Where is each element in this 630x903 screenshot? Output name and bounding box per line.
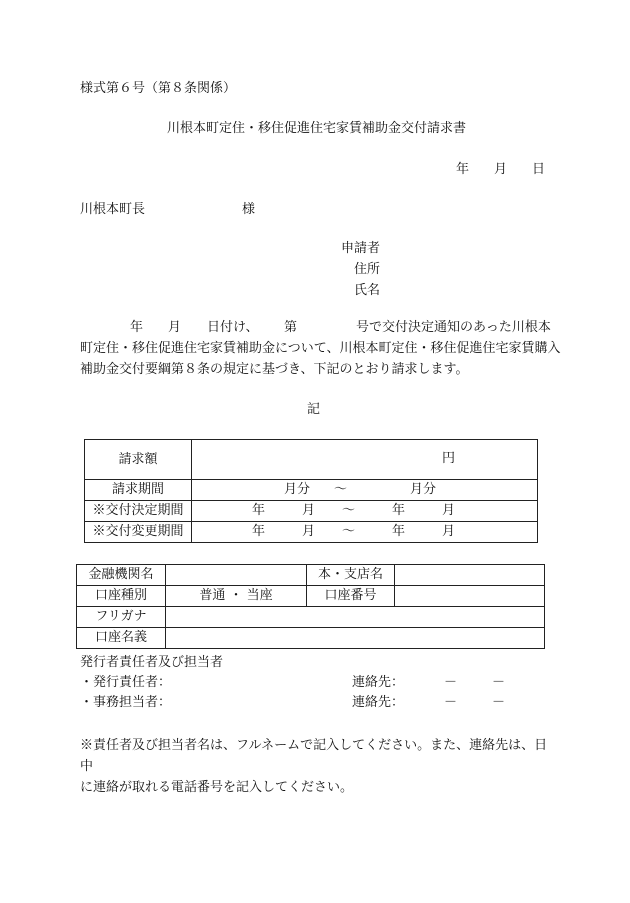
branch-input[interactable] — [395, 565, 545, 586]
issuer-heading: 発行者責任者及び担当者 — [80, 655, 224, 670]
furigana-label: フリガナ — [77, 607, 166, 628]
body-year: 年 — [130, 320, 144, 335]
applicant-address-label: 住所 — [354, 262, 381, 277]
claim-table — [84, 439, 538, 543]
claim-amount-cell[interactable] — [192, 440, 538, 480]
change-from-year: 年 — [252, 524, 266, 539]
issuer-staff-label: ・事務担当者： — [80, 695, 172, 710]
staff-dash-1: － — [444, 695, 458, 710]
change-to-year: 年 — [392, 524, 406, 539]
applicant-heading: 申請者 — [341, 241, 381, 256]
applicant-name-label: 氏名 — [354, 283, 381, 298]
claim-period-cell[interactable] — [192, 480, 538, 501]
body-line1-rest: 号で交付決定通知のあった川根本 — [356, 320, 551, 335]
document-title: 川根本町定住・移住促進住宅家賃補助金交付請求書 — [167, 121, 467, 136]
body-line3: 補助金交付要綱第８条の規定に基づき、下記のとおり請求します。 — [80, 362, 469, 377]
period-to-label: 月分 — [410, 482, 437, 497]
form-number: 様式第６号（第８条関係） — [80, 81, 237, 96]
issuer-responsible-contact-label: 連絡先： — [352, 675, 405, 690]
furigana-input[interactable] — [166, 607, 545, 628]
responsible-dash-2: － — [492, 675, 506, 690]
ki-heading: 記 — [307, 402, 321, 417]
decision-period-cell[interactable] — [192, 501, 538, 522]
body-line2: 町定住・移住促進住宅家賃補助金について、川根本町定住・移住促進住宅家賃購入 — [80, 341, 561, 356]
change-period-cell[interactable] — [192, 522, 538, 543]
date-year-label: 年 — [456, 162, 470, 177]
change-period-label: ※交付変更期間 — [85, 522, 192, 543]
change-to-month: 月 — [442, 524, 456, 539]
decision-from-month: 月 — [302, 503, 316, 518]
decision-period-label: ※交付決定期間 — [85, 501, 192, 522]
addressee-suffix: 様 — [242, 202, 256, 217]
period-separator: ～ — [334, 482, 348, 497]
account-type-value[interactable]: 普通 ・ 当座 — [166, 586, 307, 607]
staff-dash-2: － — [492, 695, 506, 710]
addressee-name: 川根本町長 — [80, 202, 146, 217]
account-holder-input[interactable] — [166, 628, 545, 649]
footnote: ※責任者及び担当者名は、フルネームで記入してください。また、連絡先は、日中 に連絡が取れる電話番号を記入してください。 — [80, 738, 548, 795]
change-separator: ～ — [342, 524, 356, 539]
period-from-label: 月分 — [284, 482, 311, 497]
account-holder-label: 口座名義 — [77, 628, 166, 649]
account-type-label: 口座種別 — [77, 586, 166, 607]
issuer-responsible-label: ・発行責任者： — [80, 675, 172, 690]
claim-amount-unit: 円 — [442, 451, 456, 466]
date-month-label: 月 — [494, 162, 508, 177]
decision-separator: ～ — [342, 503, 356, 518]
decision-from-year: 年 — [252, 503, 266, 518]
institution-label: 金融機関名 — [77, 565, 166, 586]
bank-table — [76, 564, 545, 649]
responsible-dash-1: － — [444, 675, 458, 690]
date-day-label: 日 — [532, 162, 546, 177]
body-dai: 第 — [284, 320, 298, 335]
body-month: 月 — [168, 320, 182, 335]
decision-to-month: 月 — [442, 503, 456, 518]
issuer-staff-contact-label: 連絡先： — [352, 695, 405, 710]
change-from-month: 月 — [302, 524, 316, 539]
body-day: 日付け、 — [207, 320, 259, 335]
claim-period-label: 請求期間 — [85, 480, 192, 501]
branch-label: 本・支店名 — [307, 565, 395, 586]
account-number-input[interactable] — [395, 586, 545, 607]
claim-amount-label: 請求額 — [85, 440, 192, 480]
account-number-label: 口座番号 — [307, 586, 395, 607]
institution-input[interactable] — [166, 565, 307, 586]
decision-to-year: 年 — [392, 503, 406, 518]
